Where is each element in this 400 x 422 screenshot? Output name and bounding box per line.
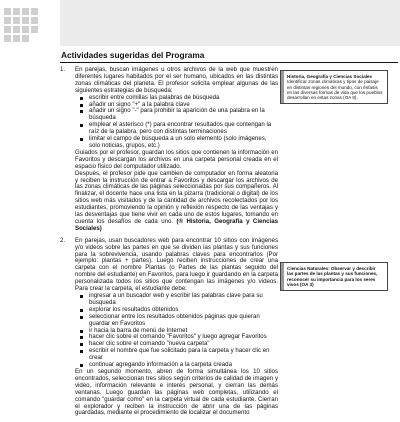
list-item: ir hacia la barra de menú de Internet [89,328,278,335]
activity-item [60,238,278,418]
side-note [280,262,388,291]
list-item: ingresar a un buscador web y escribir las palabras clave para su búsqueda [89,293,278,307]
list-item: escribir entre comillas las palabras de búsqueda [89,95,278,102]
header-band [60,0,400,46]
list-item: continuar agregando información a la carpeta creada [89,362,278,369]
page-title: Actividades sugeridas del Programa [61,50,205,60]
list-item: añadir un signo "+" a la palabra clave [89,102,278,109]
activity-number: 2. [60,236,66,244]
subject-link-text: (® Historia, Geografía y Ciencias Sociales) [75,217,278,232]
list-item: hacer clic sobre el comando "Favoritos" y luego agregar Favoritos [89,334,278,341]
strategy-list [75,95,278,150]
note-text: Identificar zonas climáticas y tipos de paisaje en distintas regiones del mundo, con énfasis en las diversas formas de vida que los pueblos desarrollan en estas zonas (OA 8). [287,79,383,101]
list-item: añadir un signo "-" para prohibir la aparición de una palabra en la búsqueda [89,108,278,122]
section-title-row [60,48,398,63]
activities-list [60,67,278,422]
activity-body: Guiados por el profesor, guardan los sitios que contienen la información en Favoritos y descargan los archivos en una carpeta personal creada en el espacio físico del computador utilizado. [75,148,278,170]
note-title: Ciencias Naturales: Observar y describir las partes de las plantas y sus funciones, reconocer su importancia para los seres vivos (OA 3) [287,266,378,287]
side-note [280,70,388,104]
activity-intro: En parejas, buscan imágenes u otros archivos de la web que muestren diferentes lugares habitados por el ser humano, ubicados en las distintas zonas climáticas del planeta. El profesor solicita emplear algunas de las siguientes estrategias de búsqueda: [75,66,278,94]
note-accent-bar [281,263,284,290]
note-accent-bar [281,71,284,103]
list-item: emplear el asterisco (*) para encontrar resultados que contengan la raíz de la palabra, pero con distintas terminaciones [89,122,278,136]
activity-intro: En parejas, usan buscadores web para encontrar 10 sitios con imágenes y/o videos sobre las partes en que se dividen las plantas y sus funciones para la sobrevivencia, usando palabras claves para encontrarlos (Por ejemplo: plantas + partes). Luego reciben instrucciones de crear una carpeta con el nombre Plantas (o Partes de las plantas seguido del nombre del estudiante) en Favoritos, para luego ir guardando en la carpeta personalizada todos los sitios que contengan las imágenes y/o videos. Para crear la carpeta, el estudiante debe: [75,236,278,293]
list-item: explorar los resultados obtenidos [89,307,278,314]
activity-number: 1. [60,66,66,73]
activity-item [60,67,278,233]
list-item: hacer clic sobre el comando "nueva carpeta" [89,341,278,348]
list-item: seleccionar entre los resultados obtenidos páginas que quieran guardar en Favoritos [89,314,278,328]
list-item: escribir el nombre que fue solicitado para la carpeta y hacer clic en crear [89,348,278,362]
activity-body-continued [75,171,278,233]
list-item: limitar el campo de búsqueda a un solo elemento (solo imágenes, solo noticias, grupos, etc.) [89,136,278,150]
steps-list [75,293,278,369]
activity-body-text: Después, el profesor pide que cambien de computador en forma aleatoria y reciben la instrucción de entrar a Favoritos y descargar los archivos de las zonas climáticas de las páginas seleccionadas por sus compañeros. Al finalizar, el docente hace una lista en la pizarra (tradicional o digital) de los sitios web más visitados y de la cantidad de archivos recolectados por los estudiantes, promoviendo la opinión y reflexión respecto de las ventajas y las desventajas que tiene vivir en cada uno de estos lugares, tomando en cuenta los desafíos de cada uno. [75,169,278,225]
activity-body: En un segundo momento, abren de forma simultánea los 10 sitios encontrados, seleccionan tres sitios según criterios de calidad de imagen y video, información relevante e interés personal, y cierran las demás ventanas. Luego guardan las páginas web completas, utilizando el comando "guardar como" en la carpeta virtual de cada estudiante. Cierran el explorador y reciben la instrucción de abrir una de las páginas guardadas, mediante el procedimiento de localizar el documento [75,367,278,417]
note-title: Historia, Geografía y Ciencias Sociales [287,74,373,79]
